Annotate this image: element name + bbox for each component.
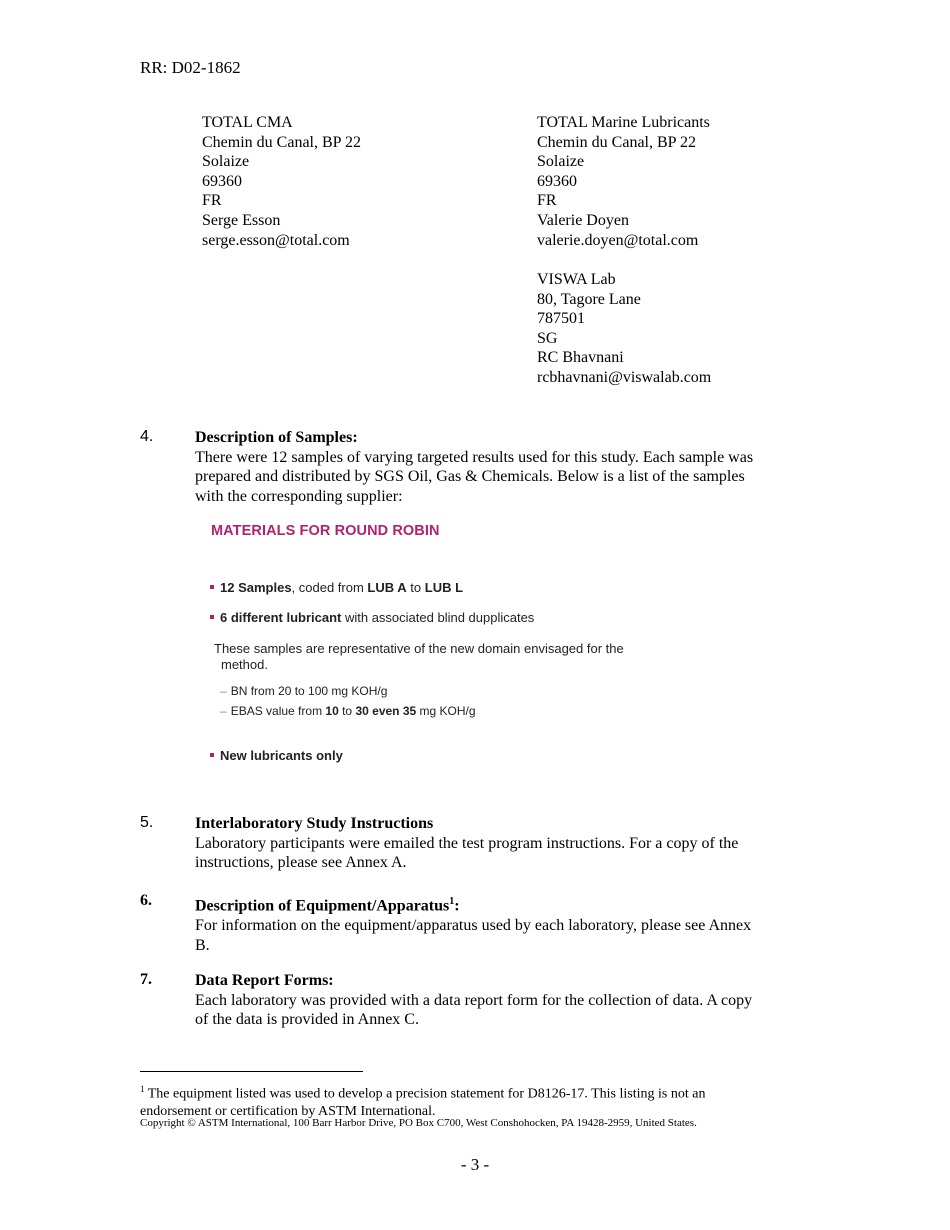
address-email: serge.esson@total.com — [202, 231, 350, 249]
address-line: FR — [202, 192, 222, 210]
address-line: VISWA Lab — [537, 271, 616, 288]
section-4 — [195, 428, 805, 506]
address-line: Valerie Doyen — [537, 211, 629, 229]
section-4-number: 4. — [140, 428, 154, 445]
section-5 — [195, 814, 805, 873]
section-6-line: For information on the equipment/apparatus used by each laboratory, please see Annex — [195, 916, 752, 934]
figure-bullet-lubricants: 6 different lubricant with associated blind dupplicates — [210, 610, 534, 625]
address-line: TOTAL CMA — [202, 114, 293, 131]
address-line: Solaize — [537, 153, 585, 171]
figure-dash-bn: – BN from 20 to 100 mg KOH/g — [220, 684, 388, 698]
address-line: 69360 — [537, 172, 577, 190]
figure-dash-ebas: – EBAS value from 10 to 30 even 35 mg KOH/g — [220, 704, 476, 718]
footnote-marker: 1 — [140, 1084, 145, 1094]
address-line: RC Bhavnani — [537, 349, 624, 367]
section-6 — [195, 892, 805, 955]
section-5-title: Interlaboratory Study Instructions — [195, 815, 434, 832]
section-4-line: prepared and distributed by SGS Oil, Gas & Chemicals. Below is a list of the samples — [195, 468, 745, 486]
figure-title: MATERIALS FOR ROUND ROBIN — [211, 523, 440, 539]
footnote-ref: 1 — [449, 896, 455, 907]
address-viswa-lab — [537, 270, 857, 388]
section-7-line: of the data is provided in Annex C. — [195, 1011, 419, 1029]
dash-marker: – — [220, 684, 227, 698]
section-5-number: 5. — [140, 814, 154, 831]
bullet-square-icon — [210, 585, 214, 589]
section-6-line: B. — [195, 936, 210, 954]
footnote-divider — [140, 1071, 363, 1072]
report-id: RR: D02-1862 — [140, 58, 241, 77]
bullet-square-icon — [210, 615, 214, 619]
address-line: TOTAL Marine Lubricants — [537, 114, 710, 131]
section-7 — [195, 971, 805, 1030]
figure-bullet-new-lubricants: New lubricants only — [210, 748, 343, 763]
address-line: 80, Tagore Lane — [537, 290, 641, 308]
footnote: $^1$ The equipment listed was used to develop a precision statement for D8126-17. This listing is not an endorsement or certification by ASTM International. — [140, 1084, 706, 1119]
section-5-line: Laboratory participants were emailed the test program instructions. For a copy of the — [195, 834, 739, 852]
address-line: Serge Esson — [202, 211, 281, 229]
copyright-notice: Copyright © ASTM International, 100 Barr Harbor Drive, PO Box C700, West Conshohocken, PA 19428-2959, United States. — [140, 1117, 697, 1129]
section-4-line: There were 12 samples of varying targeted results used for this study. Each sample was — [195, 448, 754, 466]
section-7-title: Data Report Forms: — [195, 972, 334, 989]
figure-paragraph: These samples are representative of the new domain envisaged for the method. — [214, 641, 624, 672]
section-6-number: 6. — [140, 892, 152, 909]
section-4-line: with the corresponding supplier: — [195, 487, 403, 505]
bullet-square-icon — [210, 753, 214, 757]
address-line: Chemin du Canal, BP 22 — [537, 133, 696, 151]
section-5-line: instructions, please see Annex A. — [195, 854, 407, 872]
address-email: rcbhavnani@viswalab.com — [537, 368, 712, 386]
materials-figure — [198, 515, 678, 775]
address-line: 69360 — [202, 172, 242, 190]
address-line: Chemin du Canal, BP 22 — [202, 133, 361, 151]
dash-marker: – — [220, 704, 227, 718]
figure-bullet-samples: 12 Samples, coded from LUB A to LUB L — [210, 580, 463, 595]
section-7-number: 7. — [140, 971, 152, 988]
address-email: valerie.doyen@total.com — [537, 231, 699, 249]
address-line: SG — [537, 329, 558, 347]
section-4-title: Description of Samples: — [195, 429, 358, 446]
address-total-marine — [537, 113, 857, 250]
section-7-line: Each laboratory was provided with a data report form for the collection of data. A copy — [195, 991, 753, 1009]
section-6-title: Description of Equipment/Apparatus$^1$: — [195, 896, 460, 915]
address-line: 787501 — [537, 310, 585, 328]
address-line: FR — [537, 192, 557, 210]
address-line: Solaize — [202, 153, 250, 171]
address-total-cma — [202, 113, 522, 250]
page-number: - 3 - — [460, 1155, 490, 1174]
